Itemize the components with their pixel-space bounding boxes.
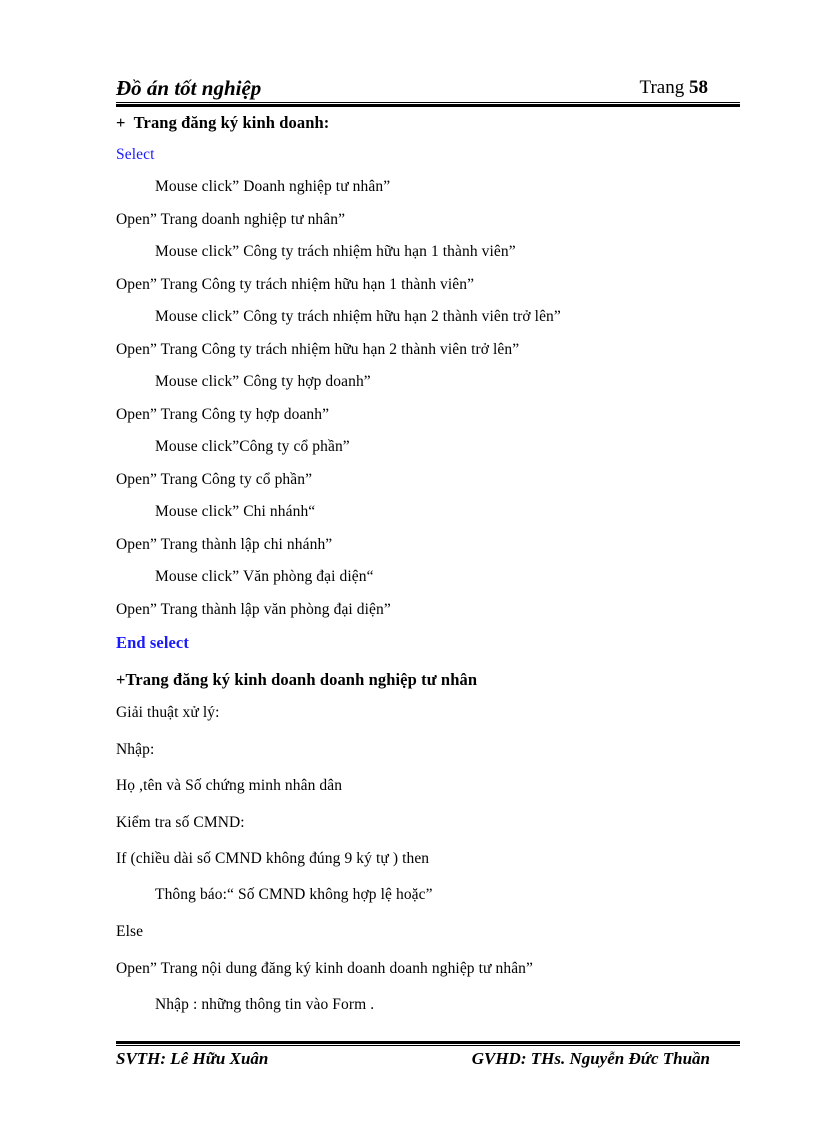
text-line: Thông báo:“ Số CMND không hợp lệ hoặc” <box>155 886 433 903</box>
text-line: Open” Trang Công ty trách nhiệm hữu hạn 2 thành viên trở lên” <box>116 341 520 358</box>
text-line: Open” Trang Công ty trách nhiệm hữu hạn 1 thành viên” <box>116 276 475 293</box>
text-line: Họ ,tên và Số chứng minh nhân dân <box>116 777 343 794</box>
text-line: End select <box>116 633 189 652</box>
text-line: Mouse click” Chi nhánh“ <box>155 503 316 520</box>
text-line: Mouse click” Công ty trách nhiệm hữu hạn 2 thành viên trở lên” <box>155 308 561 325</box>
text-line: If (chiều dài số CMND không đúng 9 ký tự ) then <box>116 850 430 867</box>
text-line: Open” Trang nội dung đăng ký kinh doanh doanh nghiệp tư nhân” <box>116 960 534 977</box>
footer-advisor: GVHD: THs. Nguyễn Đức Thuần <box>471 1049 710 1068</box>
text-line: Mouse click” Văn phòng đại diện“ <box>155 568 374 585</box>
text-line: Mouse click” Công ty trách nhiệm hữu hạn 1 thành viên” <box>155 243 516 260</box>
text-line: Mouse click” Doanh nghiệp tư nhân” <box>155 178 391 195</box>
text-line: Select <box>116 146 155 163</box>
header-title: Đồ án tốt nghiệp <box>116 76 262 100</box>
text-line: Mouse click”Công ty cổ phần” <box>155 438 350 455</box>
header-rule-thin <box>116 102 740 103</box>
page-number: 58 <box>689 77 708 98</box>
text-line: Open” Trang Công ty cổ phần” <box>116 471 313 488</box>
text-line: Open” Trang thành lập chi nhánh” <box>116 536 333 553</box>
text-line: + Trang đăng ký kinh doanh: <box>116 113 330 132</box>
header-rule-thick <box>116 104 740 107</box>
text-line: Else <box>116 923 144 940</box>
text-line: Mouse click” Công ty hợp doanh” <box>155 373 371 390</box>
header-page <box>640 77 708 99</box>
text-line: Nhập : những thông tin vào Form . <box>155 996 375 1013</box>
page-label: Trang <box>639 77 685 98</box>
text-line: Open” Trang thành lập văn phòng đại diện” <box>116 601 391 618</box>
footer-student: SVTH: Lê Hữu Xuân <box>116 1049 269 1068</box>
text-line: Open” Trang Công ty hợp doanh” <box>116 406 330 423</box>
footer-rule-thin <box>116 1045 740 1046</box>
text-line: Nhập: <box>116 741 155 758</box>
text-line: Kiểm tra số CMND: <box>116 814 245 831</box>
text-line: Open” Trang doanh nghiệp tư nhân” <box>116 211 346 228</box>
text-line: +Trang đăng ký kinh doanh doanh nghiệp tư nhân <box>116 670 478 689</box>
footer-rule-thick <box>116 1041 740 1044</box>
text-line: Giải thuật xử lý: <box>116 704 220 721</box>
